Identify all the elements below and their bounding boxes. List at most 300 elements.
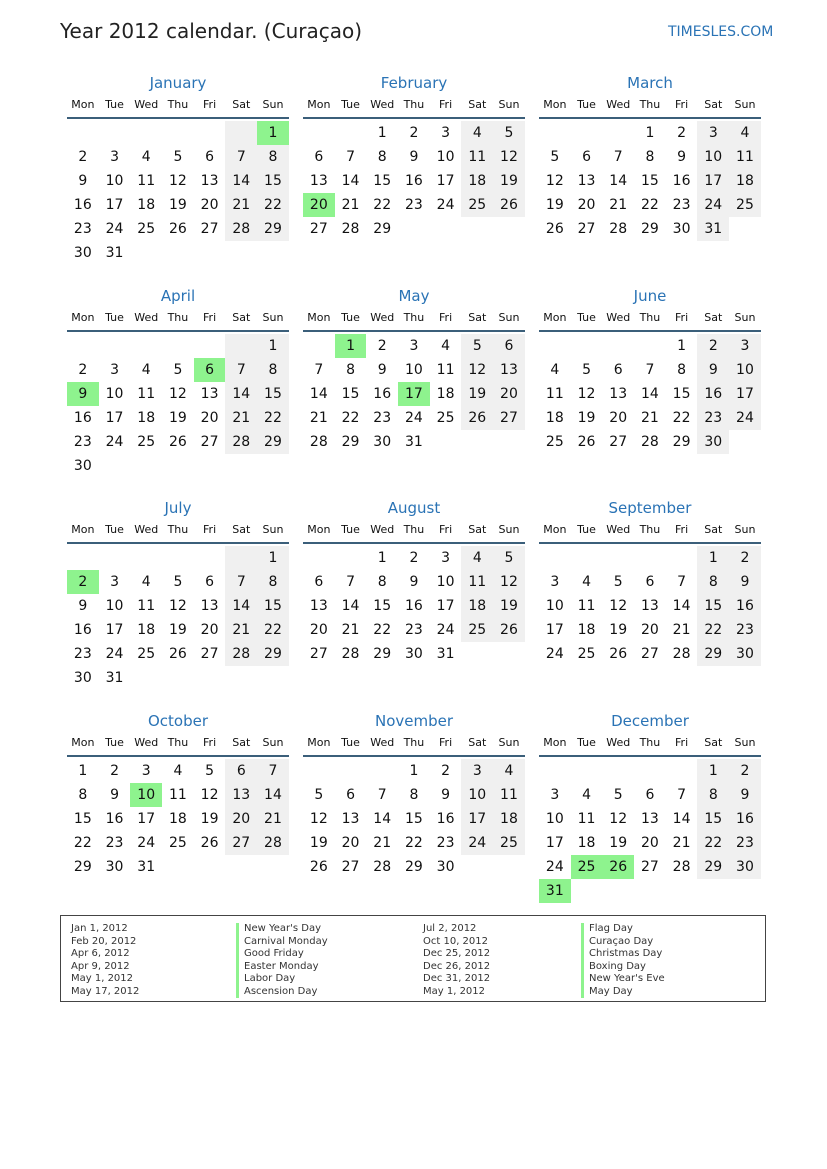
- day-cell: 11: [137, 386, 156, 402]
- empty-cell: [130, 546, 162, 570]
- day-cell: 4: [141, 574, 151, 590]
- day-cell: 9: [409, 574, 419, 590]
- legend-holiday-name: Flag Day: [581, 923, 665, 936]
- weekday-label: Fri: [675, 523, 689, 536]
- day-cell: 10: [105, 386, 124, 402]
- empty-cell: [335, 759, 367, 783]
- weekday-label: Fri: [675, 311, 689, 324]
- day-cell: 5: [613, 574, 623, 590]
- day-cell: 8: [677, 362, 687, 378]
- day-cell: 28: [341, 646, 360, 662]
- day-cell: 2: [677, 125, 687, 141]
- day-cell: 6: [493, 334, 525, 358]
- day-cell: 30: [729, 642, 761, 666]
- day-cell: 10: [436, 149, 455, 165]
- day-cell: 24: [436, 622, 455, 638]
- weekday-label: Wed: [606, 311, 631, 324]
- day-cell: 1: [645, 125, 655, 141]
- day-cell: 21: [225, 406, 257, 430]
- day-cell: 5: [613, 787, 623, 803]
- day-cell: 20: [200, 410, 219, 426]
- day-cell: 1: [677, 338, 687, 354]
- holiday-day-cell: 31: [539, 879, 571, 903]
- empty-cell: [539, 334, 571, 358]
- month-name: March: [627, 74, 673, 92]
- day-cell: 17: [137, 811, 156, 827]
- day-cell: 26: [168, 646, 187, 662]
- day-cell: 6: [346, 787, 355, 803]
- day-cell: 13: [225, 783, 257, 807]
- day-cell: 26: [461, 406, 493, 430]
- day-cell: 22: [341, 410, 360, 426]
- day-cell: 16: [729, 807, 761, 831]
- empty-cell: [162, 334, 194, 358]
- day-cell: 16: [404, 598, 423, 614]
- empty-cell: [303, 334, 335, 358]
- day-cell: 8: [377, 149, 387, 165]
- day-cell: 18: [577, 622, 596, 638]
- day-cell: 27: [225, 831, 257, 855]
- weekday-label: Sun: [262, 523, 284, 536]
- day-cell: 7: [613, 149, 623, 165]
- day-cell: 31: [137, 859, 156, 875]
- day-cell: 1: [257, 334, 289, 358]
- weekday-label: Sat: [468, 98, 487, 111]
- day-cell: 4: [141, 149, 151, 165]
- weekday-header: [67, 309, 289, 332]
- day-cell: 5: [493, 121, 525, 145]
- weekday-label: Fri: [675, 98, 689, 111]
- day-cell: 14: [609, 173, 628, 189]
- day-cell: 30: [436, 859, 455, 875]
- weekday-header: [539, 734, 761, 757]
- weekday-label: Fri: [203, 98, 217, 111]
- weekday-label: Mon: [307, 98, 331, 111]
- day-cell: 15: [697, 807, 729, 831]
- page-title: Year 2012 calendar. (Curaçao): [60, 19, 363, 43]
- day-cell: 11: [729, 145, 761, 169]
- day-cell: 27: [640, 859, 659, 875]
- holiday-day-cell: 6: [194, 358, 226, 382]
- day-cell: 19: [168, 622, 187, 638]
- day-cell: 27: [609, 434, 628, 450]
- day-cell: 16: [404, 173, 423, 189]
- weekday-label: Mon: [71, 736, 95, 749]
- day-cell: 24: [697, 193, 729, 217]
- weekday-label: Sat: [704, 523, 723, 536]
- day-cell: 10: [461, 783, 493, 807]
- empty-cell: [67, 546, 99, 570]
- day-cell: 14: [672, 598, 691, 614]
- weekday-label: Thu: [639, 98, 661, 111]
- day-cell: 12: [609, 598, 628, 614]
- day-cell: 1: [377, 550, 387, 566]
- weekday-label: Mon: [71, 98, 95, 111]
- holiday-day-cell: 1: [257, 121, 289, 145]
- day-cell: 21: [609, 197, 628, 213]
- day-cell: 25: [493, 831, 525, 855]
- day-cell: 13: [609, 386, 628, 402]
- day-cell: 4: [582, 787, 591, 803]
- day-cell: 23: [73, 221, 92, 237]
- empty-cell: [67, 121, 99, 145]
- day-cell: 11: [493, 783, 525, 807]
- day-cell: 9: [78, 173, 88, 189]
- day-cell: 28: [341, 221, 360, 237]
- day-cell: 12: [168, 386, 187, 402]
- day-cell: 2: [697, 334, 729, 358]
- day-cell: 11: [577, 598, 596, 614]
- day-cell: 1: [78, 763, 88, 779]
- day-cell: 16: [105, 811, 124, 827]
- day-cell: 1: [409, 763, 419, 779]
- day-cell: 4: [461, 546, 493, 570]
- weekday-label: Sat: [468, 311, 487, 324]
- day-cell: 26: [609, 646, 628, 662]
- day-cell: 16: [73, 622, 92, 638]
- weekday-label: Sat: [704, 311, 723, 324]
- day-cell: 20: [341, 835, 360, 851]
- day-cell: 15: [257, 169, 289, 193]
- day-cell: 18: [461, 169, 493, 193]
- day-cell: 28: [640, 434, 659, 450]
- day-cell: 24: [105, 221, 124, 237]
- day-cell: 18: [168, 811, 187, 827]
- day-cell: 12: [577, 386, 596, 402]
- day-cell: 5: [173, 362, 183, 378]
- holiday-day-cell: 1: [335, 334, 367, 358]
- empty-cell: [194, 546, 226, 570]
- weekday-header: [67, 96, 289, 119]
- day-cell: 23: [373, 410, 392, 426]
- day-cell: 13: [493, 358, 525, 382]
- day-cell: 13: [640, 811, 659, 827]
- day-grid: [303, 121, 525, 241]
- day-cell: 17: [436, 598, 455, 614]
- empty-cell: [539, 546, 571, 570]
- day-cell: 23: [404, 622, 423, 638]
- day-cell: 7: [225, 358, 257, 382]
- month-june: [539, 286, 761, 454]
- day-cell: 20: [609, 410, 628, 426]
- day-cell: 14: [672, 811, 691, 827]
- day-grid: [303, 759, 525, 879]
- day-cell: 28: [225, 430, 257, 454]
- legend-holiday-name: Ascension Day: [236, 986, 328, 999]
- empty-cell: [602, 121, 634, 145]
- day-cell: 5: [173, 149, 183, 165]
- day-cell: 22: [672, 410, 691, 426]
- legend-holiday-name: Good Friday: [236, 948, 328, 961]
- day-cell: 17: [697, 169, 729, 193]
- day-cell: 10: [697, 145, 729, 169]
- day-cell: 12: [200, 787, 219, 803]
- day-cell: 7: [645, 362, 655, 378]
- day-cell: 28: [373, 859, 392, 875]
- day-cell: 6: [645, 787, 655, 803]
- legend-holiday-name: Easter Monday: [236, 961, 328, 974]
- legend-date: Dec 25, 2012: [423, 948, 491, 959]
- day-cell: 5: [205, 763, 215, 779]
- weekday-label: Sun: [498, 523, 520, 536]
- day-cell: 28: [225, 642, 257, 666]
- day-cell: 18: [137, 410, 156, 426]
- day-cell: 18: [493, 807, 525, 831]
- day-cell: 26: [168, 434, 187, 450]
- weekday-label: Mon: [543, 98, 567, 111]
- legend-date: Apr 6, 2012: [71, 948, 130, 959]
- day-cell: 10: [105, 598, 124, 614]
- holiday-day-cell: 20: [303, 193, 335, 217]
- day-cell: 19: [309, 835, 328, 851]
- day-cell: 20: [200, 622, 219, 638]
- legend-date: Oct 10, 2012: [423, 935, 488, 947]
- weekday-label: Thu: [167, 98, 189, 111]
- day-cell: 21: [640, 410, 659, 426]
- day-cell: 30: [73, 245, 92, 261]
- weekday-label: Sun: [734, 736, 756, 749]
- empty-cell: [225, 121, 257, 145]
- day-cell: 3: [110, 362, 119, 378]
- legend-date: Dec 31, 2012: [423, 973, 491, 984]
- day-cell: 11: [168, 787, 187, 803]
- month-name: October: [147, 712, 209, 730]
- weekday-label: Wed: [134, 736, 159, 749]
- day-cell: 26: [168, 221, 187, 237]
- day-cell: 1: [697, 546, 729, 570]
- month-name: June: [633, 287, 667, 305]
- day-cell: 21: [341, 197, 360, 213]
- day-cell: 30: [373, 434, 392, 450]
- day-cell: 20: [640, 622, 659, 638]
- weekday-header: [303, 521, 525, 544]
- weekday-label: Wed: [606, 523, 631, 536]
- day-cell: 11: [545, 386, 564, 402]
- day-cell: 13: [200, 173, 219, 189]
- day-cell: 29: [373, 646, 392, 662]
- day-cell: 25: [729, 193, 761, 217]
- day-cell: 2: [377, 338, 387, 354]
- day-cell: 26: [493, 193, 525, 217]
- day-cell: 15: [404, 811, 423, 827]
- empty-cell: [539, 759, 571, 783]
- empty-cell: [162, 121, 194, 145]
- day-cell: 27: [309, 646, 328, 662]
- day-cell: 17: [545, 622, 564, 638]
- day-cell: 26: [200, 835, 219, 851]
- weekday-label: Fri: [439, 98, 453, 111]
- day-cell: 17: [105, 622, 124, 638]
- day-cell: 1: [257, 546, 289, 570]
- day-cell: 12: [493, 570, 525, 594]
- holiday-day-cell: 10: [130, 783, 162, 807]
- day-cell: 23: [729, 831, 761, 855]
- empty-cell: [99, 334, 131, 358]
- weekday-label: Thu: [167, 736, 189, 749]
- empty-cell: [335, 546, 367, 570]
- day-cell: 14: [225, 169, 257, 193]
- day-cell: 2: [729, 546, 761, 570]
- site-link[interactable]: TIMESLES.COM: [668, 24, 774, 40]
- day-cell: 14: [341, 598, 360, 614]
- empty-cell: [67, 334, 99, 358]
- empty-cell: [194, 121, 226, 145]
- weekday-label: Sat: [232, 523, 251, 536]
- day-cell: 19: [609, 622, 628, 638]
- day-grid: [67, 121, 289, 265]
- day-cell: 2: [78, 149, 88, 165]
- month-september: [539, 498, 761, 666]
- weekday-header: [67, 734, 289, 757]
- day-cell: 29: [404, 859, 423, 875]
- day-cell: 19: [461, 382, 493, 406]
- day-cell: 9: [377, 362, 387, 378]
- empty-cell: [99, 546, 131, 570]
- day-cell: 17: [105, 197, 124, 213]
- day-cell: 13: [200, 598, 219, 614]
- weekday-label: Wed: [134, 523, 159, 536]
- weekday-label: Tue: [341, 98, 360, 111]
- month-may: [303, 286, 525, 454]
- empty-cell: [634, 334, 666, 358]
- day-cell: 22: [257, 406, 289, 430]
- weekday-label: Wed: [606, 98, 631, 111]
- day-cell: 22: [404, 835, 423, 851]
- weekday-label: Sat: [704, 736, 723, 749]
- weekday-label: Tue: [341, 736, 360, 749]
- day-cell: 9: [729, 783, 761, 807]
- day-cell: 10: [729, 358, 761, 382]
- weekday-label: Fri: [439, 523, 453, 536]
- day-cell: 8: [78, 787, 88, 803]
- day-cell: 25: [137, 646, 156, 662]
- day-cell: 3: [110, 149, 119, 165]
- day-cell: 24: [436, 197, 455, 213]
- day-cell: 23: [436, 835, 455, 851]
- empty-cell: [366, 759, 398, 783]
- legend-date: Feb 20, 2012: [71, 935, 137, 947]
- weekday-label: Wed: [370, 523, 395, 536]
- weekday-label: Sun: [498, 736, 520, 749]
- day-cell: 16: [697, 382, 729, 406]
- weekday-label: Tue: [577, 736, 596, 749]
- legend-names-left: [236, 923, 328, 998]
- holiday-day-cell: 17: [398, 382, 430, 406]
- day-cell: 22: [373, 622, 392, 638]
- day-cell: 21: [225, 618, 257, 642]
- weekday-label: Fri: [203, 523, 217, 536]
- weekday-label: Thu: [639, 736, 661, 749]
- day-cell: 29: [672, 434, 691, 450]
- day-cell: 16: [373, 386, 392, 402]
- day-cell: 30: [404, 646, 423, 662]
- day-cell: 4: [582, 574, 591, 590]
- legend-holiday-name: May Day: [581, 986, 665, 999]
- legend-holiday-name: Christmas Day: [581, 948, 665, 961]
- empty-cell: [162, 546, 194, 570]
- legend-dates-right: [423, 923, 490, 998]
- day-cell: 4: [461, 121, 493, 145]
- day-cell: 23: [73, 646, 92, 662]
- weekday-label: Sat: [232, 311, 251, 324]
- day-cell: 5: [173, 574, 183, 590]
- day-cell: 15: [257, 594, 289, 618]
- day-cell: 8: [257, 145, 289, 169]
- weekday-label: Thu: [639, 523, 661, 536]
- day-cell: 4: [441, 338, 451, 354]
- day-cell: 3: [729, 334, 761, 358]
- day-cell: 22: [73, 835, 92, 851]
- day-cell: 6: [225, 759, 257, 783]
- day-cell: 19: [168, 197, 187, 213]
- month-name: August: [387, 499, 441, 517]
- day-cell: 23: [729, 618, 761, 642]
- day-cell: 29: [640, 221, 659, 237]
- day-cell: 11: [577, 811, 596, 827]
- day-cell: 5: [493, 546, 525, 570]
- day-cell: 2: [409, 550, 419, 566]
- empty-cell: [666, 759, 698, 783]
- day-cell: 9: [697, 358, 729, 382]
- month-july: [67, 498, 289, 690]
- day-cell: 16: [73, 197, 92, 213]
- day-cell: 16: [73, 410, 92, 426]
- legend-date: Apr 9, 2012: [71, 960, 130, 972]
- day-cell: 2: [78, 362, 88, 378]
- day-cell: 7: [314, 362, 324, 378]
- day-cell: 19: [168, 410, 187, 426]
- weekday-label: Thu: [403, 311, 425, 324]
- day-cell: 2: [729, 759, 761, 783]
- holiday-day-cell: 26: [602, 855, 634, 879]
- day-cell: 28: [309, 434, 328, 450]
- day-grid: [303, 334, 525, 454]
- day-cell: 19: [493, 169, 525, 193]
- weekday-label: Wed: [370, 98, 395, 111]
- day-cell: 3: [550, 574, 560, 590]
- weekday-label: Sat: [468, 523, 487, 536]
- day-cell: 28: [672, 859, 691, 875]
- day-cell: 25: [545, 434, 564, 450]
- day-cell: 30: [697, 430, 729, 454]
- day-cell: 24: [729, 406, 761, 430]
- day-cell: 24: [545, 859, 564, 875]
- weekday-label: Mon: [543, 736, 567, 749]
- day-cell: 11: [137, 173, 156, 189]
- weekday-label: Tue: [341, 523, 360, 536]
- day-cell: 8: [645, 149, 655, 165]
- day-cell: 26: [577, 434, 596, 450]
- month-february: [303, 73, 525, 241]
- day-cell: 24: [461, 831, 493, 855]
- day-cell: 19: [493, 594, 525, 618]
- day-cell: 7: [677, 787, 687, 803]
- weekday-label: Thu: [403, 98, 425, 111]
- day-cell: 16: [436, 811, 455, 827]
- weekday-label: Wed: [370, 311, 395, 324]
- day-cell: 26: [309, 859, 328, 875]
- weekday-label: Sun: [262, 736, 284, 749]
- day-cell: 27: [309, 221, 328, 237]
- day-cell: 26: [493, 618, 525, 642]
- day-cell: 6: [314, 574, 324, 590]
- day-cell: 12: [168, 173, 187, 189]
- day-cell: 3: [141, 763, 151, 779]
- day-cell: 29: [341, 434, 360, 450]
- weekday-label: Mon: [307, 311, 331, 324]
- day-cell: 17: [461, 807, 493, 831]
- day-cell: 25: [461, 618, 493, 642]
